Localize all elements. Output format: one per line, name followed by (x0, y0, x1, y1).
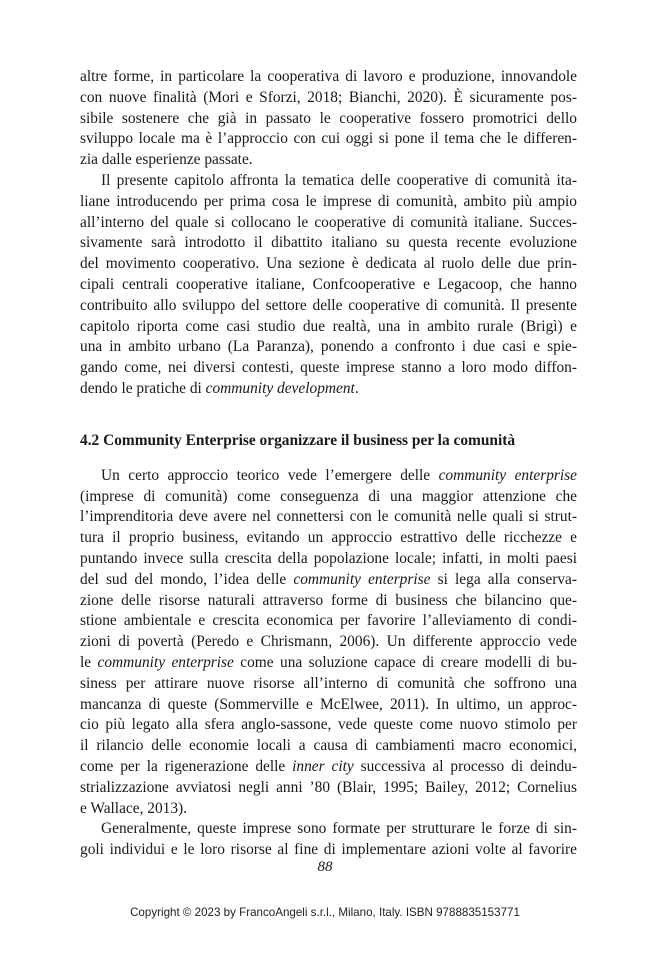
text-line: il rilancio delle economie locali a causa di cambiamenti macro economici, (80, 737, 577, 755)
text-line: Il presente capitolo affronta la tematica delle cooperative di comunità ita- (101, 171, 577, 189)
text-line: e Wallace, 2013). (80, 799, 188, 817)
text-line: all’interno del quale si collocano le cooperative di comunità italiane. Succes- (80, 213, 577, 231)
text-line: del movimento cooperativo. Una sezione è dedicata al ruolo delle due prin- (80, 255, 577, 273)
italic-term: community enterprise (97, 653, 234, 671)
text-line: mancanza di queste (Sommerville e McElwee, 2011). In ultimo, un approc- (80, 695, 577, 713)
italic-term: community enterprise (438, 466, 577, 484)
text-line (80, 466, 577, 487)
text-line: goli individui e le loro risorse al fine di implementare azioni volte al favorire (80, 841, 577, 859)
text-line (80, 379, 577, 400)
text-run: le (80, 653, 98, 671)
copyright-notice: Copyright © 2023 by FrancoAngeli s.r.l., Milano, Italy. ISBN 9788835153771 (130, 906, 520, 919)
text-line: tura il proprio business, evitando un approccio estrattivo delle ricchezze e (80, 529, 577, 547)
text-run: Un certo approccio teorico vede l’emergere delle (101, 466, 439, 484)
text-run: come una soluzione capace di creare modelli di bu- (233, 653, 577, 671)
page-number: 88 (317, 859, 333, 875)
text-line: una in ambito urbano (La Paranza), ponendo a confronto i due casi e spie- (80, 338, 577, 356)
generally-paragraph (80, 819, 577, 861)
page-body (80, 67, 577, 861)
text-line: sivamente sarà introdotto il dibattito italiano su questa recente evoluzione (80, 234, 577, 252)
intro-paragraph (80, 67, 577, 171)
community-enterprise-paragraph (80, 466, 577, 820)
text-line: con nuove finalità (Mori e Sforzi, 2018; Bianchi, 2020). È sicuramente pos- (80, 88, 577, 106)
text-line: capitolo riporta come casi studio due realtà, una in ambito rurale (Brigì) e (80, 317, 577, 335)
section-heading: 4.2 Community Enterprise organizzare il business per la comunità (80, 431, 516, 449)
text-line: gando come, nei diversi contesti, queste imprese stanno a loro modo diffon- (80, 359, 577, 377)
text-run: come per la rigenerazione delle (80, 757, 293, 775)
text-line (80, 570, 577, 591)
text-run: del sud del mondo, l’idea delle (80, 570, 294, 588)
italic-term: community enterprise (293, 570, 431, 588)
text-line: (imprese di comunità) come conseguenza di una maggior attenzione che (80, 487, 577, 505)
text-line (80, 653, 577, 674)
text-run: si lega alla conserva- (430, 570, 577, 588)
text-line: liane introducendo per prima cosa le imprese di comunità, ambito più ampio (80, 192, 577, 210)
text-line: altre forme, in particolare la cooperativa di lavoro e produzione, innovandole (80, 68, 577, 85)
text-line: puntando invece sulla crescita della popolazione locale; infatti, in molti paesi (80, 549, 577, 567)
text-run: successiva al processo di deindu- (353, 757, 577, 775)
text-line: strializzazione avviatosi negli anni ’80 (Blair, 1995; Bailey, 2012; Cornelius (80, 778, 577, 796)
text-line: zione delle risorse naturali attraverso forme di business che bilancino que- (80, 591, 577, 609)
text-line (80, 757, 577, 778)
chapter-overview-paragraph (80, 171, 577, 400)
text-line: zioni di povertà (Peredo e Chrismann, 2006). Un differente approccio vede (80, 633, 577, 651)
text-line: contribuito allo sviluppo del settore delle cooperative di comunità. Il presente (80, 296, 577, 314)
text-line: cio più legato alla sfera anglo-sassone, vede queste come nuovo stimolo per (80, 716, 577, 734)
text-line: l’imprenditoria deve avere nel connettersi con le comunità nelle quali si strut- (80, 508, 577, 526)
text-line: cipali centrali cooperative italiane, Confcooperative e Legacoop, che hanno (80, 275, 577, 293)
text-line: sibile sostenere che già in passato le cooperative fossero promotrici dello (80, 109, 577, 127)
text-line: sviluppo locale ma è l’approccio con cui oggi si pone il tema che le differen- (80, 130, 577, 148)
text-run: . (354, 379, 359, 397)
text-run: dendo le pratiche di (80, 379, 206, 397)
text-line: Generalmente, queste imprese sono formate per strutturare le forze di sin- (101, 820, 577, 838)
italic-term: inner city (292, 757, 354, 775)
text-line: siness per attirare nuove risorse all’interno di comunità che soffrono una (80, 674, 577, 692)
italic-term: community development (205, 379, 355, 397)
text-line: zia dalle esperienze passate. (80, 151, 253, 169)
text-line: stione ambientale e crescita economica per favorire l’alleviamento di condi- (80, 612, 577, 630)
